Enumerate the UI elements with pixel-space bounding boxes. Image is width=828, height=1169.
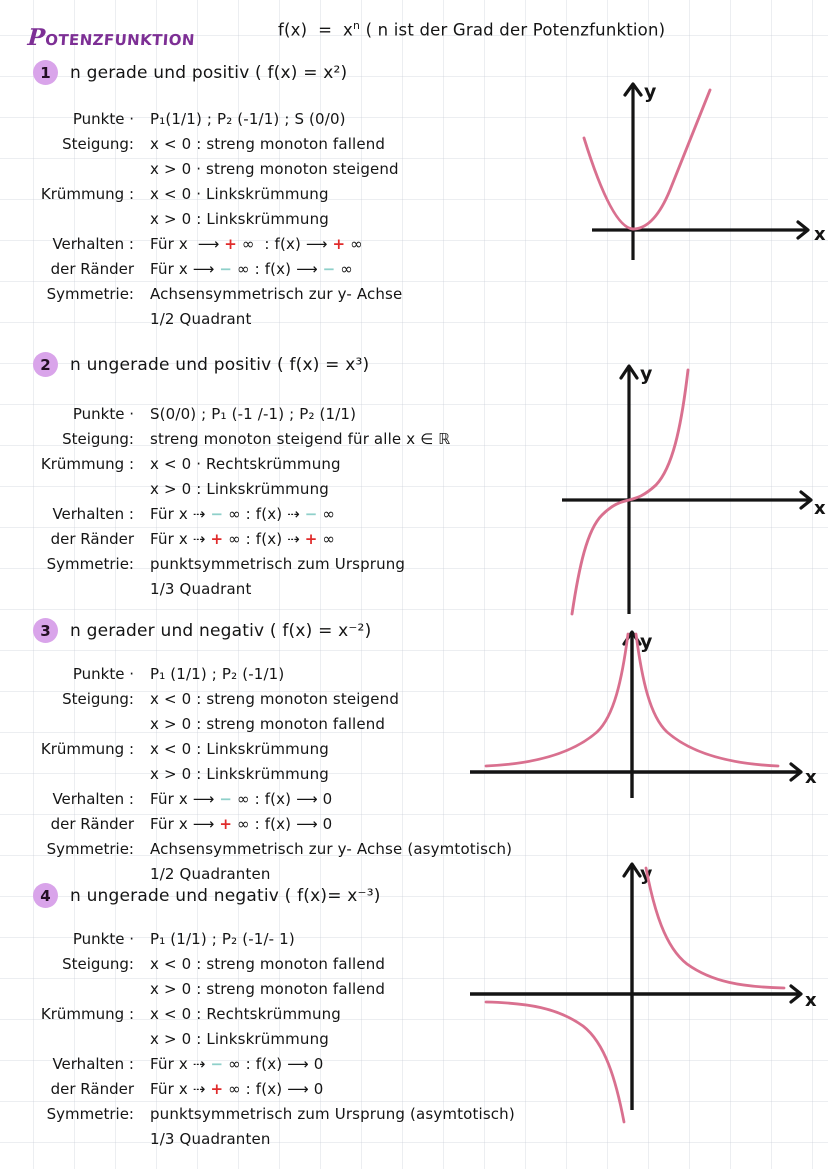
attr-value: P₁ (1/1) ; P₂ (-1/1) <box>150 665 285 683</box>
attr-row <box>0 530 620 555</box>
attr-row <box>0 210 620 235</box>
y-axis-label: y <box>640 363 653 385</box>
sign-plus: + <box>332 235 346 253</box>
attr-row <box>0 480 620 505</box>
curve-x-minus-two-left <box>486 634 628 766</box>
page-header <box>28 10 808 54</box>
attr-row <box>0 455 620 480</box>
curve-x-minus-three-left <box>486 1002 624 1122</box>
attr-value: Für x ⟶ + ∞ : f(x) ⟶ + ∞ <box>150 235 363 253</box>
section-1-attributes <box>0 110 620 335</box>
attr-value: P₁ (1/1) ; P₂ (-1/- 1) <box>150 930 295 948</box>
curve-x-minus-two-right <box>636 634 778 766</box>
attr-row <box>0 135 620 160</box>
x-axis-label: x <box>814 224 826 245</box>
attr-label: Steigung: <box>62 430 134 448</box>
attr-value: x > 0 : streng monoton fallend <box>150 980 386 998</box>
sign-minus: − <box>322 260 336 278</box>
section-title-4: n ungerade und negativ ( f(x)= x⁻³) <box>70 885 381 906</box>
attr-label: Punkte · <box>72 665 134 683</box>
attr-value: 1/3 Quadranten <box>150 1130 271 1148</box>
graph-x-squared <box>592 68 828 298</box>
section-title-3: n gerader und negativ ( f(x) = x⁻²) <box>70 620 372 641</box>
attr-value: x < 0 : streng monoton fallend <box>150 135 386 153</box>
sign-minus: − <box>304 505 318 523</box>
sign-plus: + <box>219 815 233 833</box>
attr-label: Symmetrie: <box>46 285 134 303</box>
attr-value: x < 0 : streng monoton steigend <box>150 690 400 708</box>
attr-value: x > 0 : Linkskrümmung <box>150 1030 329 1048</box>
attr-value: x > 0 : Linkskrümmung <box>150 480 329 498</box>
attr-label: Steigung: <box>62 955 134 973</box>
sign-plus: + <box>304 530 318 548</box>
sign-minus: − <box>210 1055 224 1073</box>
graph-x-minus-three <box>462 852 828 1130</box>
section-badge-1: 1 <box>33 60 58 85</box>
y-axis-label: y <box>644 81 657 103</box>
attr-row <box>0 285 620 310</box>
attr-label: Krümmung : <box>40 1005 134 1023</box>
attr-row <box>0 815 620 840</box>
attr-value: x > 0 · streng monoton steigend <box>150 160 399 178</box>
attr-value: Achsensymmetrisch zur y- Achse (asymtotisch) <box>150 840 513 858</box>
x-axis-label: x <box>805 767 817 788</box>
page-title-formula: $f(x) = x^n$ ( n ist der Grad der Potenzfunktion) <box>278 19 666 40</box>
attr-label: Punkte · <box>72 110 134 128</box>
attr-label: der Ränder <box>50 815 134 833</box>
attr-row <box>0 580 620 605</box>
attr-value: x < 0 : streng monoton fallend <box>150 955 386 973</box>
attr-value: P₁(1/1) ; P₂ (-1/1) ; S (0/0) <box>150 110 346 128</box>
section-2-attributes <box>0 405 620 605</box>
attr-label: der Ränder <box>50 260 134 278</box>
sign-minus: − <box>219 260 233 278</box>
graph-x-minus-two <box>462 620 828 805</box>
section-title-2: n ungerade und positiv ( f(x) = x³) <box>70 354 370 375</box>
section-badge-3: 3 <box>33 618 58 643</box>
attr-value: 1/2 Quadranten <box>150 865 271 883</box>
attr-value: x < 0 : Rechtskrümmung <box>150 1005 341 1023</box>
attr-label: Punkte · <box>72 405 134 423</box>
attr-label: Symmetrie: <box>46 1105 134 1123</box>
attr-label: Verhalten : <box>52 790 134 808</box>
x-axis-label: x <box>814 498 826 519</box>
attr-value: S(0/0) ; P₁ (-1 /-1) ; P₂ (1/1) <box>150 405 357 423</box>
attr-row <box>0 260 620 285</box>
attr-value: punktsymmetrisch zum Ursprung <box>150 555 406 573</box>
page-title: potenzfunktion <box>26 14 196 53</box>
attr-label: Krümmung : <box>40 455 134 473</box>
sign-plus: + <box>210 1080 224 1098</box>
attr-value: 1/3 Quadrant <box>150 580 252 598</box>
attr-row <box>0 110 620 135</box>
sign-minus: − <box>219 790 233 808</box>
attr-label: Verhalten : <box>52 235 134 253</box>
section-3-heading <box>33 618 371 643</box>
attr-label: Symmetrie: <box>46 840 134 858</box>
graph-x-cubed <box>562 352 828 620</box>
section-2-heading <box>33 352 369 377</box>
curve-x-minus-three-right <box>646 868 784 988</box>
attr-value: x < 0 : Linkskrümmung <box>150 740 329 758</box>
attr-value: x < 0 · Rechtskrümmung <box>150 455 341 473</box>
attr-value: Für x ⇢ − ∞ : f(x) ⇢ − ∞ <box>150 505 336 523</box>
attr-value: x > 0 : Linkskrümmung <box>150 210 329 228</box>
attr-row <box>0 505 620 530</box>
attr-value: x < 0 · Linkskrümmung <box>150 185 329 203</box>
attr-label: der Ränder <box>50 530 134 548</box>
section-title-1: n gerade und positiv ( f(x) = x²) <box>70 62 348 83</box>
curve-x-squared <box>584 90 710 229</box>
attr-value: Für x ⟶ − ∞ : f(x) ⟶ 0 <box>150 790 333 808</box>
sign-plus: + <box>210 530 224 548</box>
attr-value: x > 0 : streng monoton fallend <box>150 715 386 733</box>
attr-value: Für x ⇢ + ∞ : f(x) ⟶ 0 <box>150 1080 324 1098</box>
attr-label: Steigung: <box>62 135 134 153</box>
y-axis-label: y <box>640 631 653 653</box>
section-1-heading <box>33 60 347 85</box>
attr-value: Für x ⟶ + ∞ : f(x) ⟶ 0 <box>150 815 333 833</box>
sign-plus: + <box>224 235 238 253</box>
y-axis-label: y <box>640 863 653 885</box>
attr-label: Symmetrie: <box>46 555 134 573</box>
attr-value: Für x ⟶ − ∞ : f(x) ⟶ − ∞ <box>150 260 353 278</box>
sign-minus: − <box>210 505 224 523</box>
attr-value: x > 0 : Linkskrümmung <box>150 765 329 783</box>
attr-value: 1/2 Quadrant <box>150 310 252 328</box>
attr-row <box>0 1130 620 1155</box>
attr-label: Krümmung : <box>40 185 134 203</box>
attr-row <box>0 430 620 455</box>
x-axis-label: x <box>805 990 817 1011</box>
attr-row <box>0 310 620 335</box>
attr-label: Krümmung : <box>40 740 134 758</box>
attr-label: Verhalten : <box>52 505 134 523</box>
attr-value: Für x ⇢ + ∞ : f(x) ⇢ + ∞ <box>150 530 336 548</box>
section-badge-2: 2 <box>33 352 58 377</box>
attr-label: Punkte · <box>72 930 134 948</box>
attr-row <box>0 405 620 430</box>
attr-label: Verhalten : <box>52 1055 134 1073</box>
attr-label: Steigung: <box>62 690 134 708</box>
attr-value: Für x ⇢ − ∞ : f(x) ⟶ 0 <box>150 1055 324 1073</box>
attr-value: punktsymmetrisch zum Ursprung (asymtotisch) <box>150 1105 515 1123</box>
section-badge-4: 4 <box>33 883 58 908</box>
section-4-heading <box>33 883 381 908</box>
attr-value: Achsensymmetrisch zur y- Achse <box>150 285 403 303</box>
attr-row <box>0 185 620 210</box>
attr-label: der Ränder <box>50 1080 134 1098</box>
attr-row <box>0 160 620 185</box>
attr-value: streng monoton steigend für alle x ∈ ℝ <box>150 430 451 448</box>
attr-row <box>0 235 620 260</box>
attr-row <box>0 555 620 580</box>
